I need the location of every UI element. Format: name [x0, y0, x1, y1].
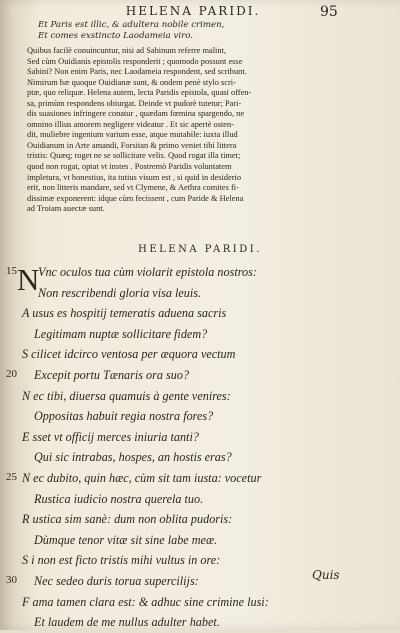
- verse-line: [0, 303, 400, 324]
- verse-text: Rustica iudicio nostra querela tuo.: [34, 491, 204, 506]
- verse-line: [0, 324, 400, 345]
- verse-text: Qui sic intrabas, hospes, an hostis eras?: [34, 450, 232, 465]
- commentary-line: dit, muliebre ingenium varium esse, atque mutabile: iuxta illud: [27, 130, 238, 140]
- commentary-line: Ouidianum in Arte amandi, Forsitan & primo veniet tibi littera: [27, 140, 237, 150]
- commentary-line: Nimirum hæ quoque Ouidianæ sunt, & ondem penè stylo scri-: [27, 77, 236, 87]
- commentary-line: omnino illius amorem negligere videatur . Et sic apertè osten-: [27, 119, 234, 129]
- commentary-line: quod non rogat, optat vt instes . Postremò Paridis voluntatem: [27, 162, 232, 172]
- poem-body: [0, 262, 400, 633]
- verse-text: S cilicet idcirco ventosa per æquora vectum: [22, 347, 236, 362]
- verse-line: [0, 592, 400, 613]
- commentary-line: dissimæ exponerent: idque cùm fecissent , cum Paride & Helena: [27, 193, 244, 203]
- argument-title-line: Et Paris est illic, & adultera nobile crimen,: [38, 20, 225, 30]
- verse-line: [0, 344, 400, 365]
- verse-text: R ustica sim sanè: dum non oblita pudoris:: [22, 512, 233, 527]
- verse-line: [0, 530, 400, 551]
- verse-line: [0, 386, 400, 407]
- verse-text: N ec dubito, quin hæc, cùm sit tam iusta: vocetur: [22, 470, 262, 485]
- commentary-line: Quibus facilè conuincuntur, nisi ad Sabinum referre malint,: [27, 46, 226, 55]
- verse-text: E sset vt officij merces iniuria tanti?: [22, 429, 199, 444]
- catchword: Quis: [312, 568, 340, 582]
- verse-text: Vnc oculos tua cùm violarit epistola nostros:: [38, 265, 257, 279]
- verse-line: [0, 489, 400, 510]
- verse-text: S i non est ficto tristis mihi vultus in ore:: [22, 553, 221, 568]
- verse-text: Dùmque tenor vitæ sit sine labe meæ.: [34, 532, 218, 547]
- section-heading: HELENA PARIDI.: [138, 244, 262, 255]
- commentary-line: ad Troiam auectæ sunt.: [27, 204, 105, 214]
- running-title: HELENA PARIDI.: [125, 4, 261, 18]
- verse-line: [0, 262, 400, 283]
- verse-line-number: 20: [6, 367, 17, 380]
- verse-text: Excepit portu Tænaris ora suo?: [34, 367, 190, 382]
- verse-line: [0, 509, 400, 530]
- commentary-line: erit, non litteris mandare, sed vt Clymene, & Aethra comites fi-: [27, 183, 239, 193]
- commentary-line: dis suasiones infringere conatur , quædam fœmina spargendo, ne: [27, 109, 245, 119]
- drop-capital: N: [17, 262, 40, 297]
- verse-line: [0, 447, 400, 468]
- argument-title-line: Et comes exstincto Laodameia viro.: [38, 31, 194, 41]
- verse-line: [0, 427, 400, 448]
- verse-line: [0, 406, 400, 427]
- verse-line: [0, 283, 400, 304]
- verse-text: F ama tamen clara est: & adhuc sine crimine lusi:: [22, 594, 269, 609]
- commentary-line: sa, primùm respondens obiurgat. Deinde vt pudorè tutetur; Pari-: [27, 98, 242, 108]
- verse-text: Legitimam nuptæ sollicitare fidem?: [34, 326, 208, 341]
- verse-text: Et laudem de me nullus adulter habet.: [34, 615, 220, 630]
- verse-line-number: 30: [6, 573, 17, 586]
- commentary-line: impletura, vt honestius, ita tutius visum est , si quid in desiderio: [27, 172, 242, 182]
- commentary-block: [27, 46, 367, 215]
- verse-text: N ec tibi, diuersa quamuis à gente venires:: [22, 388, 231, 403]
- verse-line: [0, 550, 400, 571]
- verse-line: [0, 365, 400, 386]
- commentary-line: Sabini? Non enim Paris, nec Laodameia respondent, sed scribunt.: [27, 67, 247, 77]
- commentary-line: tristis: Quæq; roget ne se sollicitare velis. Quod rogat illa timet;: [27, 151, 241, 161]
- commentary-line: ptæ, quo reliquæ. Helena autem, lecta Paridis epistola, quasi offen-: [27, 88, 252, 98]
- verse-text: A usus es hospitij temeratis aduena sacris: [22, 306, 227, 321]
- verse-line-number: 15: [6, 265, 17, 277]
- verse-line-number: 25: [6, 470, 17, 483]
- verse-line: [0, 468, 400, 489]
- commentary-line: Sed cùm Ouidianis epistolis responderit ; quomodo possunt esse: [27, 56, 243, 66]
- verse-text: Non rescribendi gloria visa leuis.: [38, 285, 202, 300]
- page-number: 95: [320, 4, 338, 20]
- verse-text: Nec sedeo duris torua supercilijs:: [34, 573, 199, 588]
- verse-line: [0, 571, 400, 592]
- verse-text: Oppositas habuit regia nostra fores?: [34, 409, 214, 424]
